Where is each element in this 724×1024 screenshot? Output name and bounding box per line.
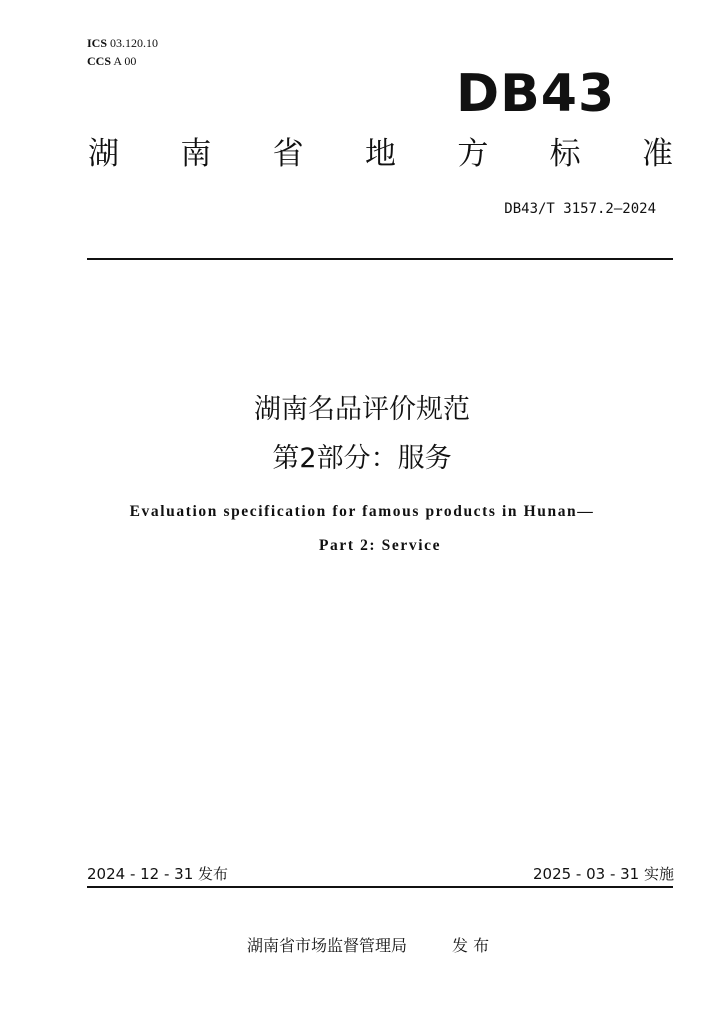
title-en-line2: Part 2: Service bbox=[318, 537, 442, 554]
implementation-date: 2025 - 03 - 31 实施 bbox=[532, 865, 674, 883]
ics-code bbox=[87, 36, 158, 50]
db-code-mark: DB43 bbox=[456, 64, 616, 124]
title-zh-line2: 第2部分：服务 bbox=[272, 443, 452, 474]
ics-label: ICS bbox=[87, 36, 108, 50]
ccs-value: A 00 bbox=[113, 54, 137, 68]
standard-type-char: 准 bbox=[641, 136, 673, 172]
ics-value: 03.120.10 bbox=[110, 36, 159, 50]
title-zh-line1: 湖南名品评价规范 bbox=[254, 394, 470, 425]
standard-type-char: 湖 bbox=[88, 136, 119, 172]
issue-date: 2024 - 12 - 31 发布 bbox=[87, 865, 229, 883]
standard-type-char: 省 bbox=[272, 136, 304, 172]
standard-type-char: 南 bbox=[180, 136, 212, 172]
ccs-code bbox=[87, 54, 136, 68]
standard-type-char: 地 bbox=[364, 136, 396, 172]
standard-type-char: 标 bbox=[549, 136, 581, 172]
title-en-line1: Evaluation specification for famous products in Hunan— bbox=[129, 503, 595, 520]
standard-type-char: 方 bbox=[457, 136, 489, 172]
standard-number: DB43/T 3157.2—2024 bbox=[504, 201, 656, 217]
issuing-authority: 湖南省市场监督管理局 bbox=[247, 936, 408, 955]
standard-type-title bbox=[88, 134, 673, 174]
ccs-label: CCS bbox=[87, 54, 112, 68]
header-divider bbox=[87, 258, 673, 260]
issue-action: 发 布 bbox=[452, 936, 490, 955]
footer-divider bbox=[87, 886, 673, 888]
